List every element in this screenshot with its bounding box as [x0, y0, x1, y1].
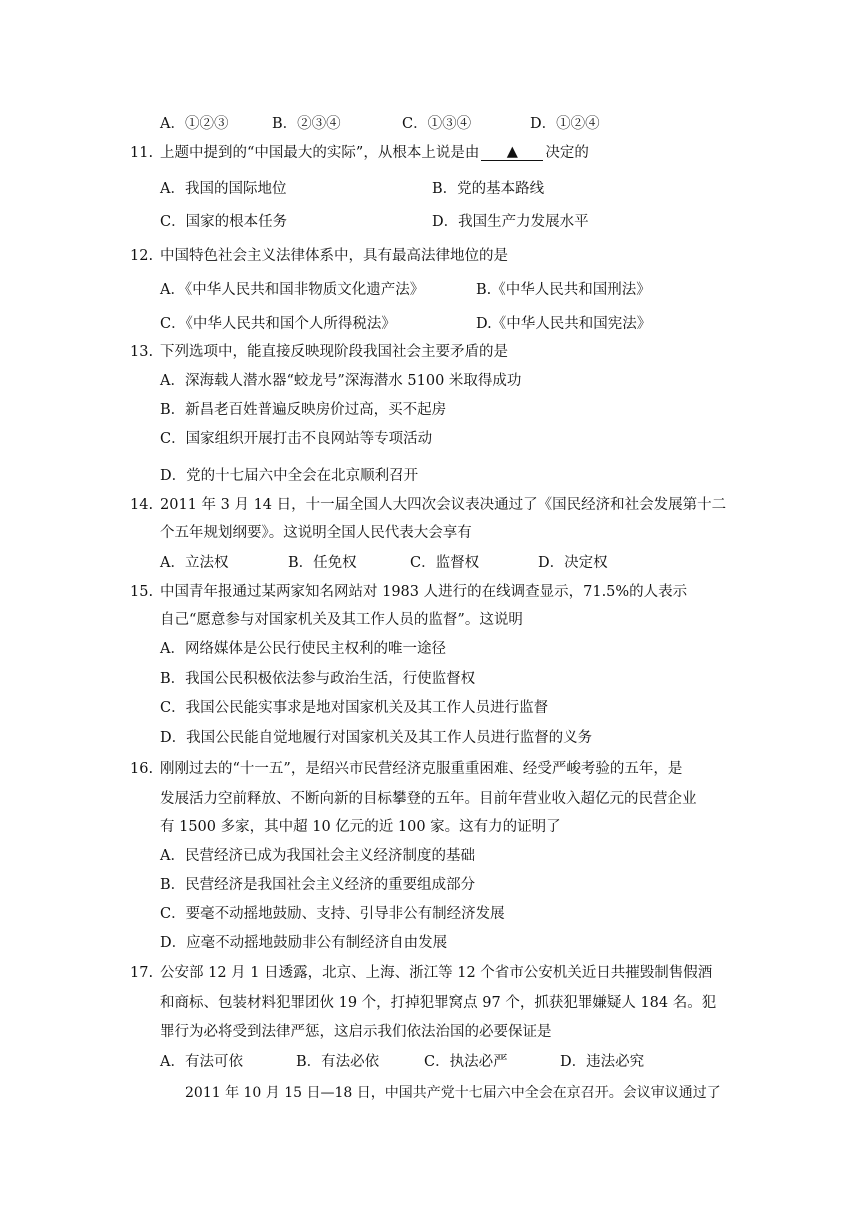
option-c: C．国家组织开展打击不良网站等专项活动	[160, 431, 433, 447]
option-a: A．《中华人民共和国非物质文化遗产法》	[160, 282, 425, 298]
question-number: 14.	[130, 497, 154, 513]
option-d: D．决定权	[538, 555, 608, 571]
option-c: C．我国公民能实事求是地对国家机关及其工作人员进行监督	[160, 700, 549, 716]
question-number: 16.	[130, 761, 154, 777]
option-a: A．有法可依	[160, 1054, 243, 1070]
option-b: B．任免权	[288, 555, 357, 571]
question-stem-line-1: 中国青年报通过某两家知名网站对 1983 人进行的在线调查显示，71.5%的人表示	[160, 584, 688, 600]
question-stem-line-1: 刚刚过去的“十一五”，是绍兴市民营经济克服重重困难、经受严峻考验的五年，是	[160, 761, 683, 777]
option-a: A．民营经济已成为我国社会主义经济制度的基础	[160, 848, 475, 864]
option-d: D．我国生产力发展水平	[432, 214, 589, 230]
question-stem-line-2: 自己“愿意参与对国家机关及其工作人员的监督”。这说明	[160, 612, 523, 628]
option-a: A．深海载人潜水器“蛟龙号”深海潜水 5100 米取得成功	[160, 373, 522, 389]
option-d: D.《中华人民共和国宪法》	[476, 316, 652, 332]
option-b: B．党的基本路线	[432, 181, 545, 197]
option-b: B．我国公民积极依法参与政治生活，行使监督权	[160, 671, 476, 687]
option-d: D．违法必究	[560, 1054, 645, 1070]
question-stem-line-2: 发展活力空前释放、不断向新的目标攀登的五年。目前年营业收入超亿元的民营企业	[160, 791, 697, 807]
option-b: B.《中华人民共和国刑法》	[476, 282, 651, 298]
answer-blank: ▲	[481, 144, 543, 161]
question-stem: 中国特色社会主义法律体系中，具有最高法律地位的是	[160, 248, 508, 264]
question-stem-line-2: 个五年规划纲要》。这说明全国人民代表大会享有	[160, 525, 472, 541]
option-c: C．《中华人民共和国个人所得税法》	[160, 316, 396, 332]
option-c: C．国家的根本任务	[160, 214, 288, 230]
question-stem-line-3: 罪行为必将受到法律严惩，这启示我们依法治国的必要保证是	[160, 1024, 552, 1040]
question-stem: 上题中提到的“中国最大的实际”，从根本上说是由 ▲ 决定的	[160, 144, 589, 161]
prev-option-a: A．①②③	[160, 116, 229, 132]
option-c: C．要毫不动摇地鼓励、支持、引导非公有制经济发展	[160, 906, 505, 922]
option-a: A．我国的国际地位	[160, 181, 287, 197]
prev-option-d: D．①②④	[530, 116, 600, 132]
question-number: 11.	[130, 145, 154, 161]
option-b: B．新昌老百姓普遍反映房价过高，买不起房	[160, 402, 447, 418]
question-number: 13.	[130, 344, 154, 360]
option-d: D．应毫不动摇地鼓励非公有制经济自由发展	[160, 935, 448, 951]
question-stem: 下列选项中，能直接反映现阶段我国社会主要矛盾的是	[160, 344, 508, 360]
question-number: 12.	[130, 248, 154, 264]
question-stem-line-1: 2011 年 3 月 14 日，十一届全国人大四次会议表决通过了《国民经济和社会发展第十二	[160, 497, 727, 513]
passage-text: 2011 年 10 月 15 日—18 日，中国共产党十七届六中全会在京召开。会议审议通过了	[185, 1085, 721, 1101]
question-stem-line-2: 和商标、包装材料犯罪团伙 19 个，打掉犯罪窝点 97 个，抓获犯罪嫌疑人 184 名。犯	[160, 995, 717, 1011]
option-c: C．监督权	[410, 555, 480, 571]
option-a: A．立法权	[160, 555, 229, 571]
option-d: D．我国公民能自觉地履行对国家机关及其工作人员进行监督的义务	[160, 730, 593, 746]
option-c: C．执法必严	[424, 1054, 508, 1070]
prev-option-b: B．②③④	[272, 116, 341, 132]
option-d: D．党的十七届六中全会在北京顺利召开	[160, 468, 419, 484]
question-stem-line-1: 公安部 12 月 1 日透露，北京、上海、浙江等 12 个省市公安机关近日共摧毁制售假酒	[160, 965, 713, 981]
question-number: 17.	[130, 965, 154, 981]
option-b: B．民营经济是我国社会主义经济的重要组成部分	[160, 877, 476, 893]
question-number: 15.	[130, 584, 154, 600]
option-a: A．网络媒体是公民行使民主权利的唯一途径	[160, 641, 446, 657]
question-stem-line-3: 有 1500 多家，其中超 10 亿元的近 100 家。这有力的证明了	[160, 819, 561, 835]
option-b: B．有法必依	[296, 1054, 380, 1070]
prev-option-c: C．①③④	[402, 116, 472, 132]
